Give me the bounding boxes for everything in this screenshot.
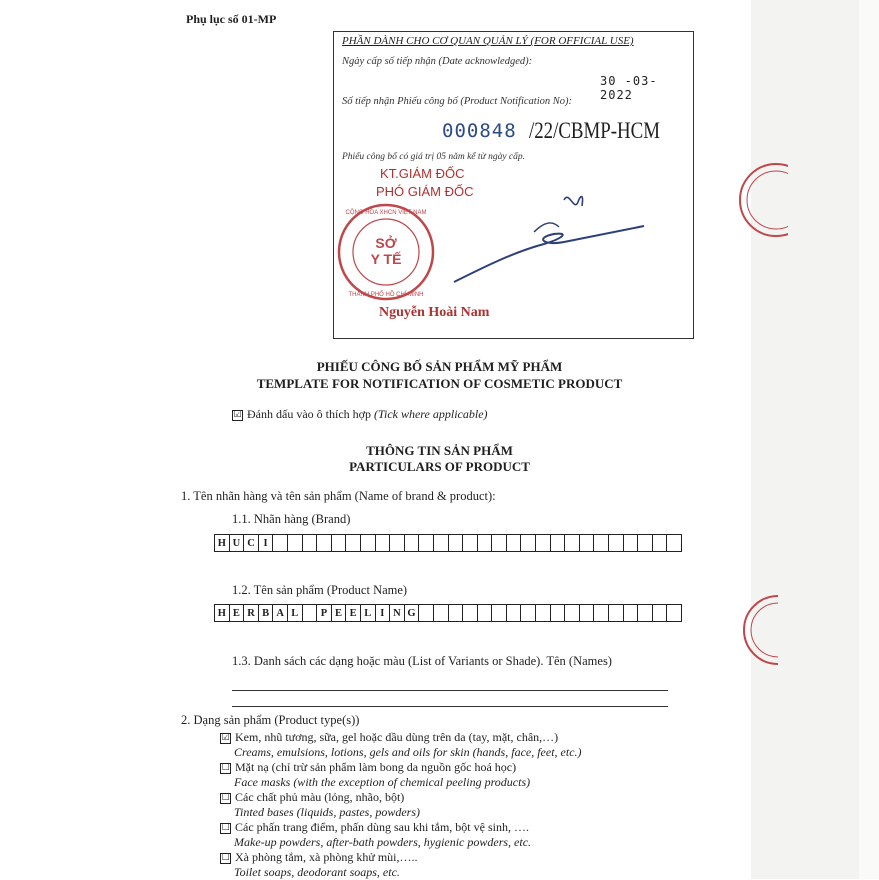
product-letter-cell — [550, 605, 565, 622]
brand-letter-cell — [638, 535, 653, 552]
product-type-label-en: Creams, emulsions, lotions, gels and oils for skin (hands, face, feet, etc.) — [234, 745, 582, 759]
brand-letter-cell — [375, 535, 390, 552]
product-type-checkbox: ☐ — [221, 792, 230, 803]
product-type-checkbox: ☐ — [221, 822, 230, 833]
brand-letter-cell — [579, 535, 594, 552]
brand-letter-cell — [477, 535, 492, 552]
brand-letter-cell — [317, 535, 332, 552]
brand-letter-cell — [331, 535, 346, 552]
product-letter-cell: L — [287, 605, 302, 622]
question-1: 1. Tên nhãn hàng và tên sản phẩm (Name of brand & product): — [181, 489, 496, 503]
brand-letter-cell — [404, 535, 419, 552]
product-letter-cell: I — [375, 605, 390, 622]
product-letter-cell — [477, 605, 492, 622]
brand-letter-cell — [652, 535, 667, 552]
product-letter-cell: G — [404, 605, 419, 622]
brand-letter-cell — [273, 535, 288, 552]
product-letter-cell — [419, 605, 434, 622]
product-letter-cell — [565, 605, 580, 622]
product-type-option — [220, 730, 582, 760]
brand-letter-cell — [433, 535, 448, 552]
svg-text:THÀNH PHỐ HỒ CHÍ MINH: THÀNH PHỐ HỒ CHÍ MINH — [348, 292, 424, 298]
product-letter-cell — [594, 605, 609, 622]
product-letter-cell: B — [258, 605, 273, 622]
notification-number-value: 000848 — [442, 120, 517, 142]
product-type-label-vi: Xà phòng tắm, xà phòng khử mùi,….. — [235, 850, 418, 864]
product-type-checkbox: ☐ — [221, 762, 230, 773]
svg-text:SỞ: SỞ — [375, 235, 397, 251]
product-type-checkbox: ☐ — [221, 852, 230, 863]
product-type-option — [220, 790, 420, 820]
product-letter-cell — [667, 605, 682, 622]
product-letter-cell: A — [273, 605, 288, 622]
brand-letter-cell: C — [244, 535, 259, 552]
product-type-label-en: Tinted bases (liquids, pastes, powders) — [234, 805, 421, 819]
brand-letter-cell — [492, 535, 507, 552]
brand-letter-cell — [390, 535, 405, 552]
neighbor-page-stamp-lower — [738, 585, 778, 675]
product-letter-cell: E — [331, 605, 346, 622]
question-1-1-brand: 1.1. Nhãn hàng (Brand) — [232, 512, 351, 526]
svg-text:Y TẾ: Y TẾ — [370, 251, 402, 267]
signer-role-2: PHÓ GIÁM ĐỐC — [376, 184, 474, 199]
product-type-label-vi: Các phấn trang điểm, phấn dùng sau khi tắm, bột vệ sinh, …. — [235, 820, 529, 834]
question-2-product-type: 2. Dạng sản phẩm (Product type(s)) — [181, 713, 360, 727]
product-type-label-vi: Kem, nhũ tương, sữa, gel hoặc dầu dùng trên da (tay, mặt, chân,…) — [235, 730, 559, 744]
brand-letter-cell — [463, 535, 478, 552]
example-checkbox: ☑ — [233, 409, 242, 420]
signer-role-1: KT.GIÁM ĐỐC — [380, 166, 465, 181]
brand-letter-cell: U — [229, 535, 244, 552]
brand-letter-cell — [550, 535, 565, 552]
annex-number: Phụ lục số 01-MP — [186, 12, 277, 26]
product-letter-cell: R — [244, 605, 259, 622]
product-letter-cell: H — [215, 605, 230, 622]
tick-instruction-en: (Tick where applicable) — [373, 407, 488, 421]
product-letter-cell — [536, 605, 551, 622]
question-1-2-product-name: 1.2. Tên sản phẩm (Product Name) — [232, 583, 408, 597]
product-letter-cell — [623, 605, 638, 622]
notification-number-suffix: /22/CBMP-HCM — [529, 118, 661, 143]
variants-answer-line-2 — [232, 706, 668, 707]
paper-background-edge-light — [859, 0, 879, 879]
product-type-label-en: Toilet soaps, deodorant soaps, etc. — [234, 865, 400, 879]
product-letter-cell — [579, 605, 594, 622]
product-type-option — [220, 850, 417, 880]
signer-name: Nguyễn Hoài Nam — [379, 305, 490, 320]
brand-letter-cell — [448, 535, 463, 552]
brand-letter-cell — [346, 535, 361, 552]
product-letter-cell: E — [229, 605, 244, 622]
form-title-en: TEMPLATE FOR NOTIFICATION OF COSMETIC PRODUCT — [256, 376, 623, 391]
tick-instruction — [232, 407, 488, 422]
section-title-vi: THÔNG TIN SẢN PHẨM — [366, 443, 513, 458]
product-letter-cell — [492, 605, 507, 622]
brand-letter-cell — [360, 535, 375, 552]
question-1-3-variants: 1.3. Danh sách các dạng hoặc màu (List of Variants or Shade). Tên (Names) — [232, 654, 612, 668]
product-letter-cell: L — [360, 605, 375, 622]
product-type-label-en: Face masks (with the exception of chemical peeling products) — [234, 775, 531, 789]
date-acknowledged-label: Ngày cấp số tiếp nhận (Date acknowledged): — [342, 56, 533, 67]
product-letter-cell — [302, 605, 317, 622]
brand-letter-cell: I — [258, 535, 273, 552]
official-use-title: PHẦN DÀNH CHO CƠ QUAN QUẢN LÝ (FOR OFFICIAL USE) — [342, 35, 634, 47]
product-type-option — [220, 820, 531, 850]
section-title-en: PARTICULARS OF PRODUCT — [349, 459, 530, 474]
product-letter-cell: N — [390, 605, 405, 622]
product-letter-cell — [652, 605, 667, 622]
product-letter-cell — [448, 605, 463, 622]
form-title-vi: PHIẾU CÔNG BỐ SẢN PHẨM MỸ PHẨM — [316, 359, 563, 374]
neighbor-page-stamp — [728, 150, 788, 250]
brand-letter-cell: H — [215, 535, 230, 552]
product-letter-cell: P — [317, 605, 332, 622]
validity-note: Phiếu công bố có giá trị 05 năm kể từ ngày cấp. — [342, 152, 526, 162]
product-letter-cell: E — [346, 605, 361, 622]
svg-text:CỘNG HÒA XHCN VIỆT NAM: CỘNG HÒA XHCN VIỆT NAM — [345, 210, 427, 216]
tick-instruction-vi: Đánh dấu vào ô thích hợp — [247, 407, 371, 421]
brand-letter-cell — [623, 535, 638, 552]
brand-letter-cell — [302, 535, 317, 552]
brand-letter-cell — [609, 535, 624, 552]
product-letter-cell — [506, 605, 521, 622]
product-type-label-vi: Các chất phủ màu (lỏng, nhão, bột) — [235, 790, 405, 804]
product-letter-cell — [433, 605, 448, 622]
product-letter-cell — [463, 605, 478, 622]
product-type-checkbox: ☑ — [221, 732, 230, 743]
product-type-label-en: Make-up powders, after-bath powders, hygienic powders, etc. — [234, 835, 532, 849]
variants-answer-line-1 — [232, 690, 668, 691]
date-acknowledged-value: 30 -03- 2022 — [600, 74, 658, 102]
brand-letter-cell — [536, 535, 551, 552]
brand-letter-cell — [667, 535, 682, 552]
brand-letter-grid — [214, 534, 682, 552]
official-seal-stamp — [336, 202, 436, 302]
brand-letter-cell — [287, 535, 302, 552]
brand-letter-cell — [565, 535, 580, 552]
product-letter-grid — [214, 604, 682, 622]
product-type-option — [220, 760, 530, 790]
product-letter-cell — [609, 605, 624, 622]
brand-letter-cell — [419, 535, 434, 552]
brand-letter-cell — [506, 535, 521, 552]
notification-number-label: Số tiếp nhận Phiếu công bố (Product Notification No): — [342, 96, 572, 107]
official-use-box — [333, 31, 694, 339]
brand-letter-cell — [594, 535, 609, 552]
product-letter-cell — [521, 605, 536, 622]
product-type-label-vi: Mặt nạ (chỉ trừ sản phẩm làm bong da nguồn gốc hoá học) — [235, 760, 517, 774]
product-letter-cell — [638, 605, 653, 622]
brand-letter-cell — [521, 535, 536, 552]
